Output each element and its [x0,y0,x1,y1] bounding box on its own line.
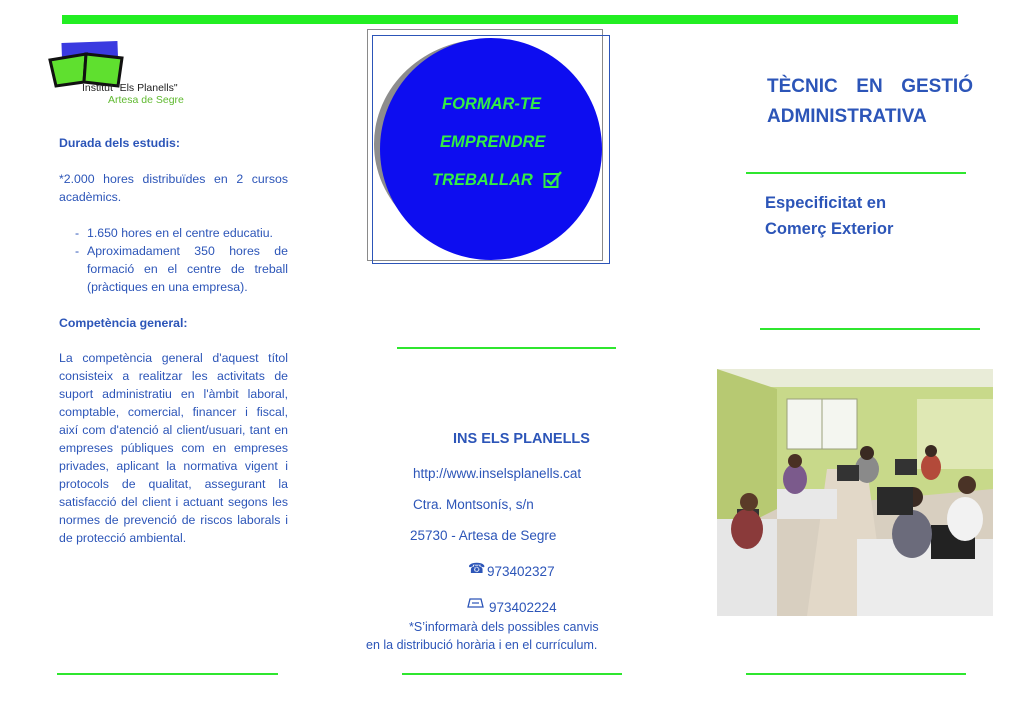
school-name: INS ELS PLANELLS [453,431,590,447]
duration-heading: Durada dels estudis: [59,136,180,150]
specialty-line2: Comerç Exterior [765,220,894,238]
slogan-line2: EMPRENDRE [440,133,546,151]
hours-list [59,224,288,296]
checkbox-checked-icon [543,171,563,190]
divider-line [57,673,278,675]
list-item: - 1.650 hores en el centre educatiu. [75,226,273,240]
title-line2: ADMINISTRATIVA [767,106,927,127]
top-green-bar [62,15,958,24]
competence-heading: Competència general: [59,316,188,330]
title-line1: TÈCNIC EN GESTIÓ [767,76,973,97]
duration-section [59,134,288,152]
address: Ctra. Montsonís, s/n [413,497,534,512]
logo-line2: Artesa de Segre [108,94,184,106]
phone-icon: ☎ [468,560,486,576]
note-line1: *S’informarà dels possibles canvis [409,620,599,634]
city: 25730 - Artesa de Segre [410,528,557,543]
divider-line [397,347,616,349]
list-item: - Aproximadament 350 hores de formació en el centre de treball (pràctiques en una empresa). [75,244,288,294]
divider-line [746,172,966,174]
classroom-photo [717,369,993,616]
hours-total: *2.000 hores distribuïdes en 2 cursos acadèmics. [59,172,288,204]
note-line2: en la distribució horària i en el currículum. [366,638,598,652]
phone-number: 973402327 [487,564,555,579]
divider-line [746,673,966,675]
fax-number: 973402224 [489,600,557,615]
fax-icon [467,597,485,609]
competence-text: La competència general d'aquest títol consisteix a realitzar les activitats de suport administratiu en l'àmbit laboral, comptable, comercial, financer i fiscal, així com d'atenció al client/usuari, tant en empreses públiques com en empreses privades, aplicant la normativa vigent i protocols de qualitat, assegurant la satisfacció del client i actuant segons les normes de prevenció de riscos laborals i de protecció ambiental. [59,351,288,545]
slogan-line1: FORMAR-TE [442,95,541,113]
logo-line1: Institut "Els Planells" [82,82,178,94]
divider-line [402,673,622,675]
specialty-line1: Especificitat en [765,194,887,212]
website-link[interactable]: http://www.inselsplanells.cat [413,466,582,481]
divider-line [760,328,980,330]
slogan-line3: TREBALLAR [432,171,533,189]
